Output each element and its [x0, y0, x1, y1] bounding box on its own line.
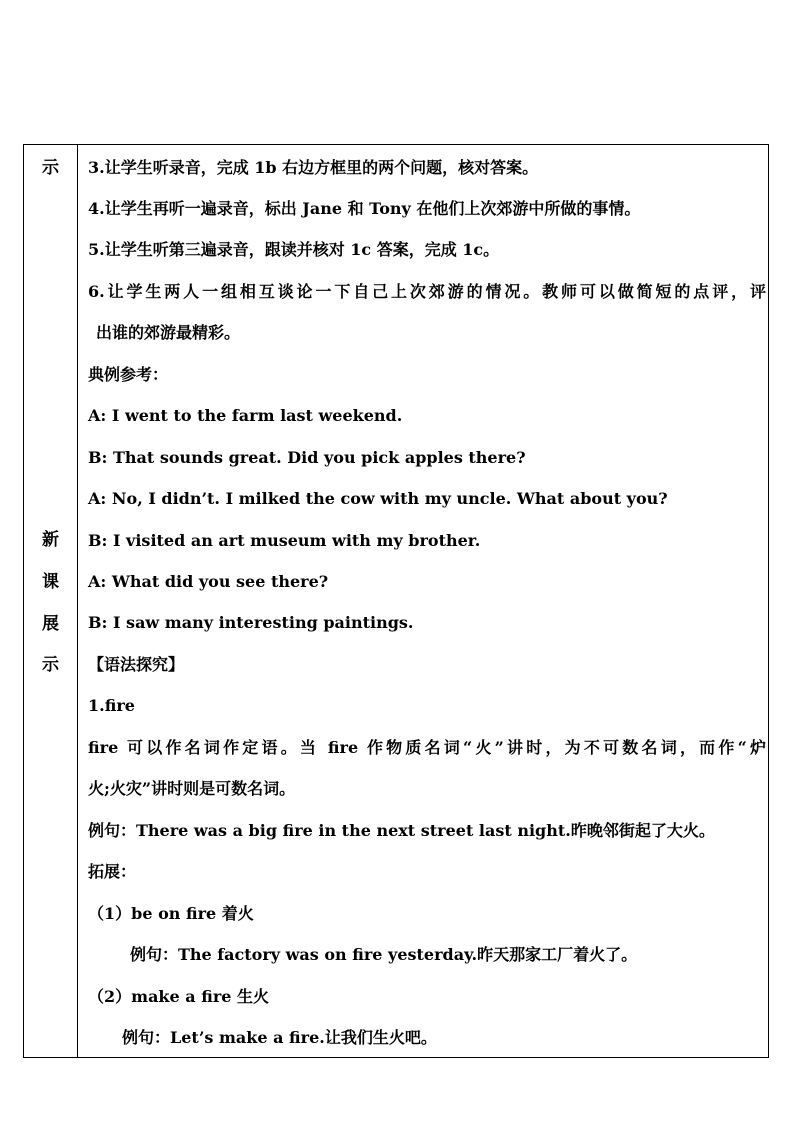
dialogue-line-3: A: No, I didn’t. I milked the cow with my uncle. What about you? — [88, 489, 668, 508]
grammar-heading: 【语法探究】 — [88, 655, 185, 674]
dialogue-line-6: B: I saw many interesting paintings. — [88, 613, 414, 632]
step-6-line-1: 6.让学生两人一组相互谈论一下自己上次郊游的情况。教师可以做简短的点评，评 — [88, 282, 766, 301]
step-5: 5.让学生听第三遍录音，跟读并核对 1c 答案，完成 1c。 — [88, 240, 500, 259]
side-label-char-2: 课 — [42, 572, 59, 592]
fire-desc-line-2: 火;火灾”讲时则是可数名词。 — [88, 779, 296, 798]
dialogue-line-5: A: What did you see there? — [88, 572, 329, 591]
extension-1-phrase: （1）be on fire 着火 — [88, 904, 254, 923]
side-label-char-3: 展 — [42, 614, 59, 634]
side-label-top-char: 示 — [42, 158, 59, 178]
fire-desc-line-1: fire 可以作名词作定语。当 fire 作物质名词“火”讲时，为不可数名词，而作“炉 — [88, 738, 766, 757]
step-4: 4.让学生再听一遍录音，标出 Jane 和 Tony 在他们上次郊游中所做的事情。 — [88, 199, 641, 218]
dialogue-line-2: B: That sounds great. Did you pick apples there? — [88, 448, 526, 467]
side-label-char-1: 新 — [42, 530, 59, 550]
fire-example: 例句：There was a big fire in the next street last night.昨晚邻街起了大火。 — [88, 821, 715, 840]
lesson-table — [23, 144, 769, 1058]
step-3: 3.让学生听录音，完成 1b 右边方框里的两个问题，核对答案。 — [88, 158, 539, 177]
extension-heading: 拓展： — [88, 862, 137, 881]
example-heading: 典例参考： — [88, 365, 169, 384]
dialogue-line-1: A: I went to the farm last weekend. — [88, 406, 403, 425]
extension-2-example: 例句：Let’s make a fire.让我们生火吧。 — [122, 1028, 437, 1047]
column-divider — [77, 145, 78, 1057]
dialogue-line-4: B: I visited an art museum with my brother. — [88, 531, 481, 550]
fire-title: 1.fire — [88, 696, 135, 715]
extension-2-phrase: （2）make a fire 生火 — [88, 987, 270, 1006]
side-label-char-4: 示 — [42, 655, 59, 675]
step-6-line-2: 出谁的郊游最精彩。 — [96, 323, 241, 342]
extension-1-example: 例句：The factory was on fire yesterday.昨天那家工厂着火了。 — [130, 945, 638, 964]
